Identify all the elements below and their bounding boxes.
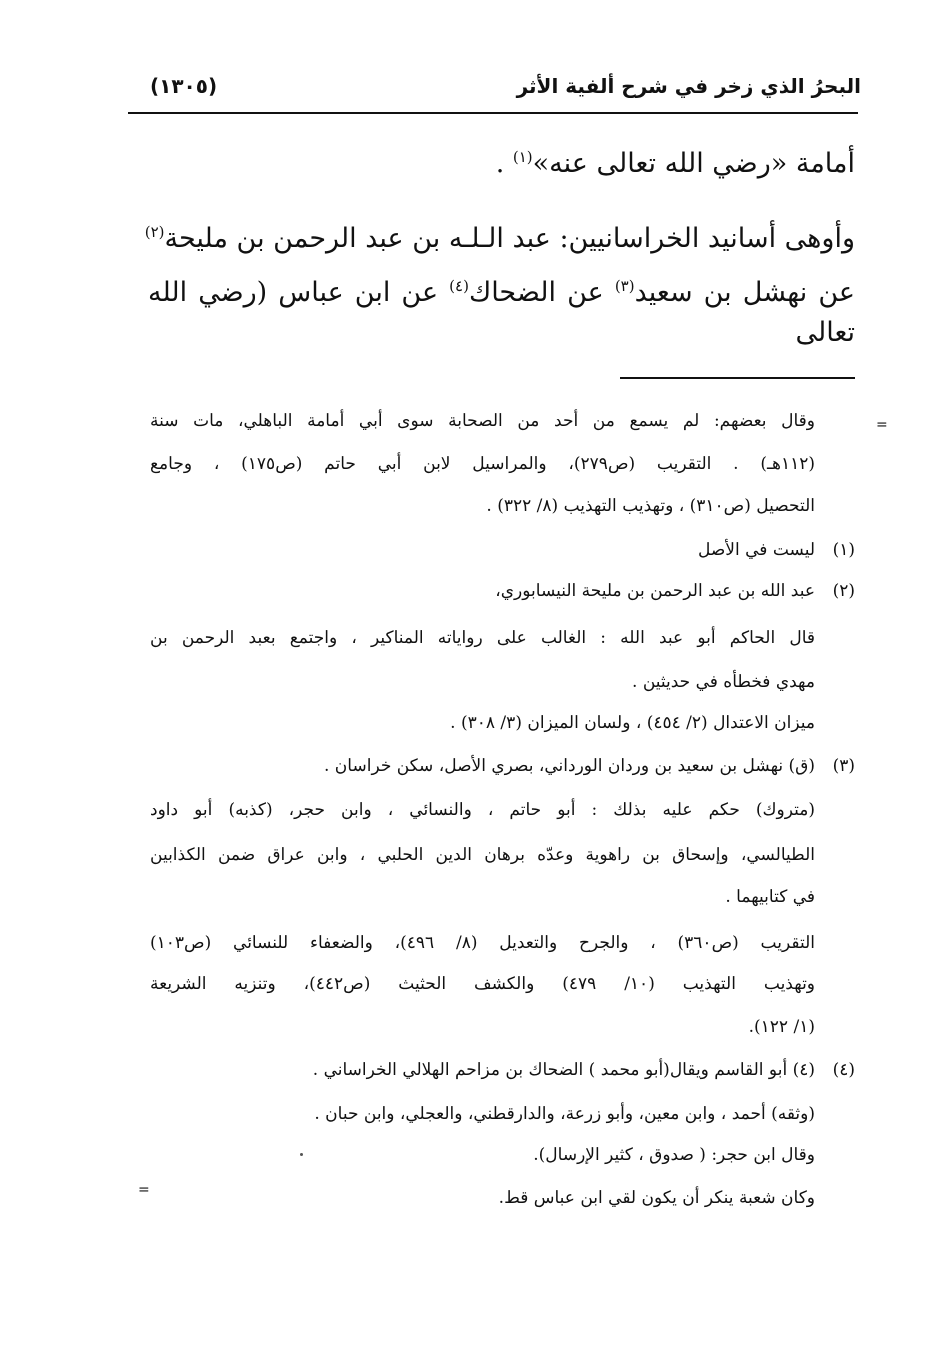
- footnote-3-line: (متروك) حكم عليه بذلك : أبو حاتم ، والنسائي ، وابن حجر، (كذبه) أبو داود: [150, 800, 815, 820]
- footnote-ref-2[interactable]: (٢): [144, 223, 165, 241]
- footnote-4-number: (٤): [832, 1060, 855, 1080]
- footnote-2-line: قال الحاكم أبو عبد الله : الغالب على رواياته المناكير ، واجتمع بعبد الرحمن بن: [150, 628, 815, 648]
- footnote-4-line: (وثقه) أحمد ، وابن معين، وأبو زرعة، والدارقطني، والعجلي، وابن حبان .: [314, 1104, 815, 1124]
- main-line-1: [496, 137, 855, 184]
- footnote-1-number: (١): [832, 540, 855, 560]
- footnote-2-number: (٢): [832, 581, 855, 601]
- main-line-1-text: أمامة «رضي الله تعالى عنه»: [532, 148, 855, 179]
- header-rule: [128, 112, 858, 114]
- footnote-continued-line: وقال بعضهم: لم يسمع من أحد من الصحابة سوى أبي أمامة الباهلي، مات سنة: [150, 411, 815, 431]
- main-line-2: [145, 212, 855, 259]
- main-line-3: [148, 266, 855, 353]
- footnote-4-line: وكان شعبة ينكر أن يكون لقي ابن عباس قط.: [498, 1188, 815, 1208]
- footnote-ref-4[interactable]: (٤): [449, 277, 469, 295]
- footnote-separator: [620, 377, 855, 379]
- footnote-1-line: ليست في الأصل: [698, 540, 815, 560]
- footnote-3-line: التقريب (ص٣٦٠) ، والجرح والتعديل (٨/ ٤٩٦)، والضعفاء للنسائي (ص١٠٣): [150, 933, 815, 953]
- footnote-3-line: الطيالسي، وإسحاق بن راهوية وعدّه برهان الدين الحلبي ، وابن عراق ضمن الكذابين: [150, 845, 815, 865]
- main-line-1-tail: .: [495, 148, 513, 179]
- footnote-2-line: عبد الله بن عبد الرحمن بن مليحة النيسابوري،: [495, 581, 815, 601]
- footnote-3-line: وتهذيب التهذيب (١٠/ ٤٧٩) والكشف الحثيث (ص٤٤٢)، وتنزيه الشريعة: [150, 974, 816, 994]
- footnote-continued-line: التحصيل (ص٣١٠) ، وتهذيب التهذيب (٨/ ٣٢٢) .: [486, 496, 815, 516]
- footnote-ref-3[interactable]: (٣): [614, 277, 635, 295]
- footnote-3-line: (ق) نهشل بن سعيد بن وردان الورداني، بصري الأصل، سكن خراسان .: [324, 756, 815, 776]
- footnote-3-number: (٣): [832, 756, 855, 776]
- book-title: البحرُ الذي زخر في شرح ألفية الأثر: [516, 74, 861, 98]
- main-line-2-text: وأوهى أسانيد الخراسانيين: عبد الـلـه بن عبد الرحمن بن مليحة: [164, 223, 855, 254]
- footnote-continued-line: (١١٢هـ) . التقريب (ص٢٧٩)، والمراسيل لابن أبي حاتم (ص١٧٥) ، وجامع: [150, 454, 815, 474]
- main-line-3-part1: عن نهشل بن سعيد: [634, 277, 855, 308]
- footnote-ref-1[interactable]: (١): [512, 148, 533, 166]
- footnote-2-line: مهدي فخطأه في حديثين .: [632, 672, 815, 692]
- main-line-3-part3: عن ابن عباس (رضي الله تعالى: [148, 277, 855, 348]
- footnote-4-line: وقال ابن حجر: ( صدوق ، كثير الإرسال).: [533, 1145, 815, 1165]
- footnote-3-line: في كتابيهما .: [725, 887, 815, 907]
- footnote-3-line: (١/ ١٢٢).: [748, 1017, 815, 1037]
- main-line-3-part2: عن الضحاك: [468, 277, 615, 308]
- margin-mark-bottom: =: [138, 1182, 150, 1198]
- margin-mark-top: =: [876, 417, 888, 433]
- speck: [300, 1153, 303, 1156]
- footnote-4-line: (٤) أبو القاسم ويقال(أبو محمد ) الضحاك بن مزاحم الهلالي الخراساني .: [312, 1060, 815, 1080]
- footnote-2-line: ميزان الاعتدال (٢/ ٤٥٤) ، ولسان الميزان (٣/ ٣٠٨) .: [450, 713, 815, 733]
- page-number: (١٣٠٥): [150, 74, 218, 98]
